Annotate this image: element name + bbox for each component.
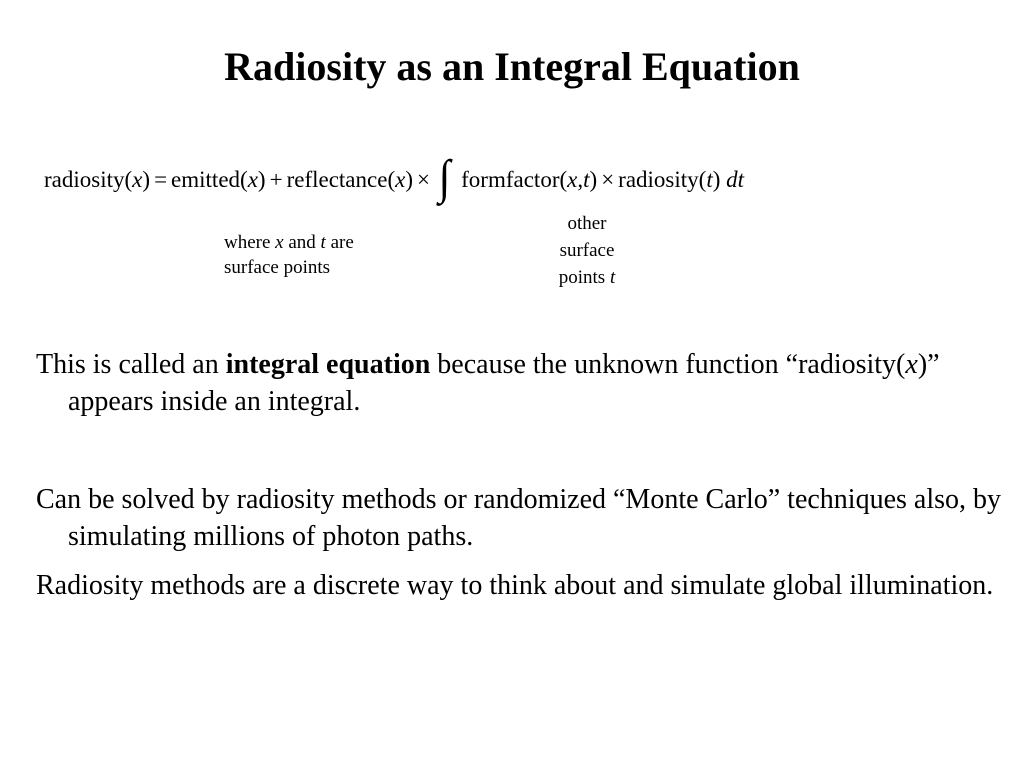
p1-text-start: This is called an — [36, 349, 219, 380]
lhs-variable: x — [132, 167, 143, 192]
note-variable-x: x — [275, 232, 284, 253]
formfactor-variable-t: t — [583, 167, 590, 192]
reflectance-function: reflectance — [286, 167, 388, 192]
radiosity-variable-t: t — [706, 167, 713, 192]
integral-sign: ∫ — [438, 151, 451, 204]
comma: , — [577, 167, 584, 192]
emitted-function: emitted — [171, 167, 241, 192]
plus-sign: + — [269, 167, 283, 192]
note-word-are: are — [330, 232, 354, 253]
p1-text-middle: because the unknown function “radiosity( — [437, 349, 906, 380]
times-sign: × — [417, 167, 430, 192]
p1-bold-term: integral equation — [225, 349, 431, 380]
p1-variable: x — [905, 349, 918, 380]
note-word-and: and — [288, 232, 316, 253]
lhs-function: radiosity — [44, 167, 125, 192]
variables-note-line1 — [224, 230, 354, 255]
integral-domain-variable: t — [609, 267, 616, 288]
integral-domain-line1: other — [567, 213, 607, 234]
slide-title: Radiosity as an Integral Equation — [224, 44, 800, 89]
integral-equation-paragraph — [36, 346, 1008, 420]
equals-sign: = — [154, 167, 168, 192]
note-word-where: where — [224, 232, 271, 253]
differential: dt — [726, 167, 745, 192]
variables-note-line2: surface points — [224, 257, 331, 278]
radiosity-equation: radiosity(x) = emitted(x) + reflectance(x) × ∫ formfactor(x,t) × radiosity(t) dt — [44, 151, 745, 204]
variables-note — [224, 230, 354, 280]
emitted-variable: x — [247, 167, 258, 192]
reflectance-variable: x — [395, 167, 406, 192]
radiosity-methods-paragraph: Radiosity methods are a discrete way to think about and simulate global illumination. — [36, 570, 994, 601]
integral-domain-line2: surface — [559, 240, 615, 261]
monte-carlo-paragraph: Can be solved by radiosity methods or randomized “Monte Carlo” techniques also, by simulating millions of photon paths. — [36, 484, 1002, 552]
integral-domain-word: points — [558, 267, 606, 288]
formfactor-function: formfactor — [461, 167, 560, 192]
formfactor-variable-x: x — [567, 167, 578, 192]
p1-text-end: )” appears inside an integral. — [68, 349, 940, 417]
times-sign-2: × — [601, 167, 615, 192]
integral-domain-line3 — [540, 264, 634, 291]
radiosity-function-2: radiosity — [618, 167, 699, 192]
integral-domain-label — [540, 210, 634, 291]
note-variable-t: t — [320, 232, 326, 253]
